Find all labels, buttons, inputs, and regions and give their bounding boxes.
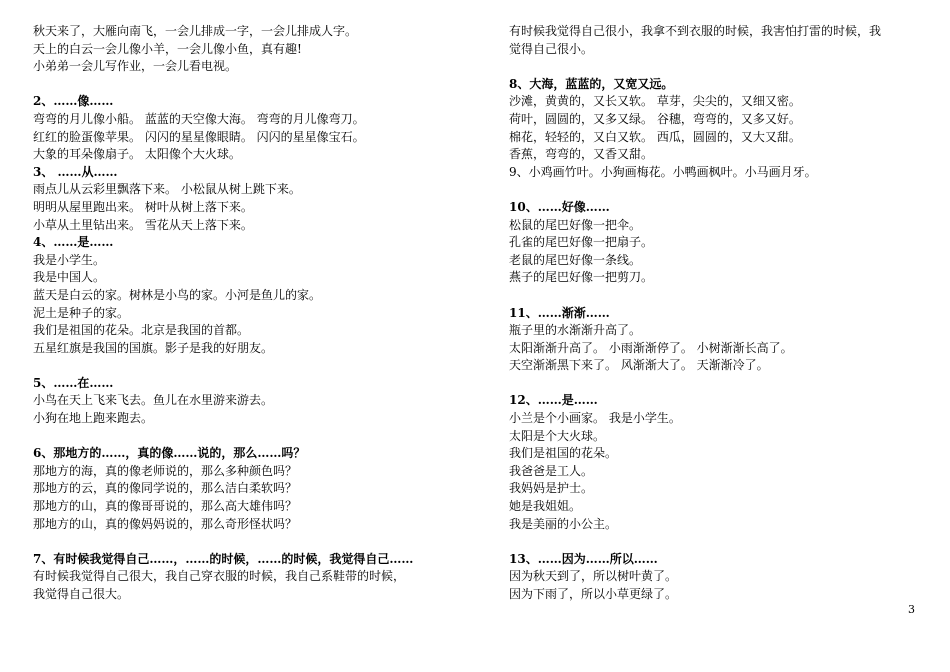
section-heading: 8、大海，蓝蓝的，又宽又远。	[509, 76, 674, 91]
text-line: 老鼠的尾巴好像一条线。	[509, 252, 642, 267]
section-heading: 13、……因为……所以……	[509, 551, 658, 566]
section-heading: 2、……像……	[33, 94, 114, 109]
section-heading: 5、……在……	[33, 375, 114, 390]
text-line: 太阳是个大火球。	[509, 428, 606, 443]
text-line: 觉得自己很小。	[509, 41, 594, 56]
section-heading: 10、……好像……	[509, 199, 610, 214]
text-line: 香蕉，弯弯的，又香又甜。	[509, 147, 654, 162]
blank-line	[33, 428, 473, 446]
blank-line	[509, 58, 924, 76]
text-line: 9、小鸡画竹叶。小狗画梅花。小鸭画枫叶。小马画月牙。	[509, 164, 817, 179]
text-line: 棉花，轻轻的，又白又软。 西瓜，圆圆的，又大又甜。	[509, 129, 801, 144]
text-line: 那地方的山，真的像妈妈说的，那么奇形怪状吗？	[33, 516, 298, 531]
text-line: 那地方的海，真的像老师说的，那么多种颜色吗？	[33, 463, 298, 478]
section-heading: 4、……是……	[33, 235, 114, 250]
blank-line	[509, 375, 924, 393]
text-line: 我妈妈是护士。	[509, 481, 594, 496]
section-heading: 11、……渐渐……	[509, 305, 610, 320]
text-line: 弯弯的月儿像小船。 蓝蓝的天空像大海。 弯弯的月儿像弯刀。	[33, 111, 365, 126]
blank-line	[509, 287, 924, 305]
text-line: 小兰是个小画家。 我是小学生。	[509, 411, 681, 426]
text-line: 我们是祖国的花朵。	[509, 446, 618, 461]
text-line: 松鼠的尾巴好像一把伞。	[509, 217, 642, 232]
text-line: 天上的白云一会儿像小羊，一会儿像小鱼，真有趣!	[33, 41, 302, 56]
blank-line	[33, 76, 473, 94]
text-line: 我是美丽的小公主。	[509, 516, 618, 531]
right-column	[509, 23, 924, 604]
text-line: 燕子的尾巴好像一把剪刀。	[509, 270, 654, 285]
blank-line	[509, 533, 924, 551]
section-heading: 12、……是……	[509, 393, 598, 408]
text-line: 我是小学生。	[33, 252, 106, 267]
text-line: 小弟弟一会儿写作业，一会儿看电视。	[33, 59, 238, 74]
text-line: 雨点儿从云彩里飘落下来。 小松鼠从树上跳下来。	[33, 182, 301, 197]
section-heading: 7、有时候我觉得自己……，……的时候，……的时候，我觉得自己……	[33, 551, 414, 566]
text-line: 孔雀的尾巴好像一把扇子。	[509, 235, 654, 250]
text-line: 小狗在地上跑来跑去。	[33, 411, 154, 426]
text-line: 她是我姐姐。	[509, 499, 582, 514]
text-line: 那地方的云，真的像同学说的，那么洁白柔软吗？	[33, 481, 298, 496]
text-line: 因为秋天到了，所以树叶黄了。	[509, 569, 678, 584]
blank-line	[33, 357, 473, 375]
page-number: 3	[908, 603, 915, 616]
text-line: 小草从土里钻出来。 雪花从天上落下来。	[33, 217, 253, 232]
text-line: 小鸟在天上飞来飞去。鱼儿在水里游来游去。	[33, 393, 274, 408]
text-line: 泥土是种子的家。	[33, 305, 130, 320]
section-heading: 3、 ……从……	[33, 164, 118, 179]
text-line: 明明从屋里跑出来。 树叶从树上落下来。	[33, 199, 253, 214]
text-line: 秋天来了，大雁向南飞，一会儿排成一字，一会儿排成人字。	[33, 24, 358, 38]
text-line: 天空渐渐黑下来了。 风渐渐大了。 天渐渐冷了。	[509, 358, 769, 373]
text-line: 沙滩，黄黄的，又长又软。 草芽，尖尖的，又细又密。	[509, 94, 801, 109]
blank-line	[509, 181, 924, 199]
text-line: 有时候我觉得自己很大，我自己穿衣服的时候，我自己系鞋带的时候，	[33, 569, 406, 584]
left-column	[33, 23, 473, 604]
text-line: 红红的脸蛋像苹果。 闪闪的星星像眼睛。 闪闪的星星像宝石。	[33, 129, 365, 144]
text-line: 那地方的山，真的像哥哥说的，那么高大雄伟吗？	[33, 499, 298, 514]
text-line: 大象的耳朵像扇子。 太阳像个大火球。	[33, 147, 241, 162]
text-line: 五星红旗是我国的国旗。影子是我的好朋友。	[33, 340, 274, 355]
text-line: 有时候我觉得自己很小，我拿不到衣服的时候，我害怕打雷的时候，我	[509, 24, 882, 38]
blank-line	[33, 533, 473, 551]
text-line: 我是中国人。	[33, 270, 106, 285]
text-line: 我觉得自己很大。	[33, 587, 130, 601]
text-line: 蓝天是白云的家。树林是小鸟的家。小河是鱼儿的家。	[33, 287, 322, 302]
text-line: 我爸爸是工人。	[509, 463, 594, 478]
text-line: 太阳渐渐升高了。 小雨渐渐停了。 小树渐渐长高了。	[509, 340, 793, 355]
text-line: 因为下雨了，所以小草更绿了。	[509, 587, 678, 601]
text-line: 瓶子里的水渐渐升高了。	[509, 323, 642, 338]
text-line: 我们是祖国的花朵。北京是我国的首都。	[33, 323, 250, 338]
section-heading: 6、那地方的……，真的像……说的，那么……吗？	[33, 446, 306, 461]
text-line: 荷叶，圆圆的，又多又绿。 谷穗，弯弯的，又多又好。	[509, 111, 801, 126]
